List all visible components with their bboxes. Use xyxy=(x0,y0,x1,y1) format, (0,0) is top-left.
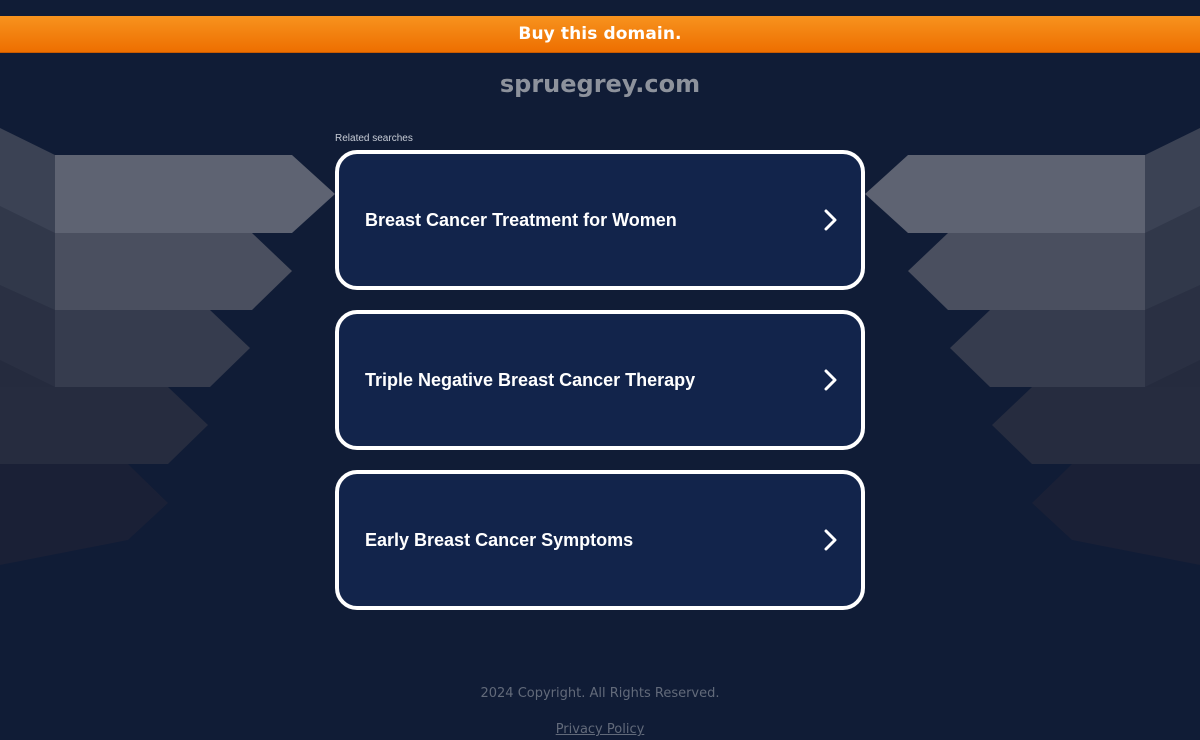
related-search-label: Triple Negative Breast Cancer Therapy xyxy=(365,369,696,390)
related-search-label: Early Breast Cancer Symptoms xyxy=(365,529,634,550)
related-search-link-1[interactable] xyxy=(335,150,865,290)
domain-title: spruegrey.com xyxy=(499,70,701,98)
buy-domain-label: Buy this domain. xyxy=(518,24,682,44)
related-search-label: Breast Cancer Treatment for Women xyxy=(365,209,677,230)
chevron-right-icon xyxy=(821,368,841,392)
copyright-text: 2024 Copyright. All Rights Reserved. xyxy=(480,686,720,701)
related-search-link-3[interactable] xyxy=(335,470,865,610)
related-search-link-2[interactable] xyxy=(335,310,865,450)
privacy-policy-link[interactable]: Privacy Policy xyxy=(555,722,645,737)
chevron-right-icon xyxy=(821,208,841,232)
chevron-right-icon xyxy=(821,528,841,552)
privacy-policy-container xyxy=(0,720,1200,738)
related-searches-label: Related searches xyxy=(335,133,413,144)
left-arrows xyxy=(0,128,335,565)
right-arrows xyxy=(865,128,1200,565)
buy-domain-banner[interactable] xyxy=(0,16,1200,53)
